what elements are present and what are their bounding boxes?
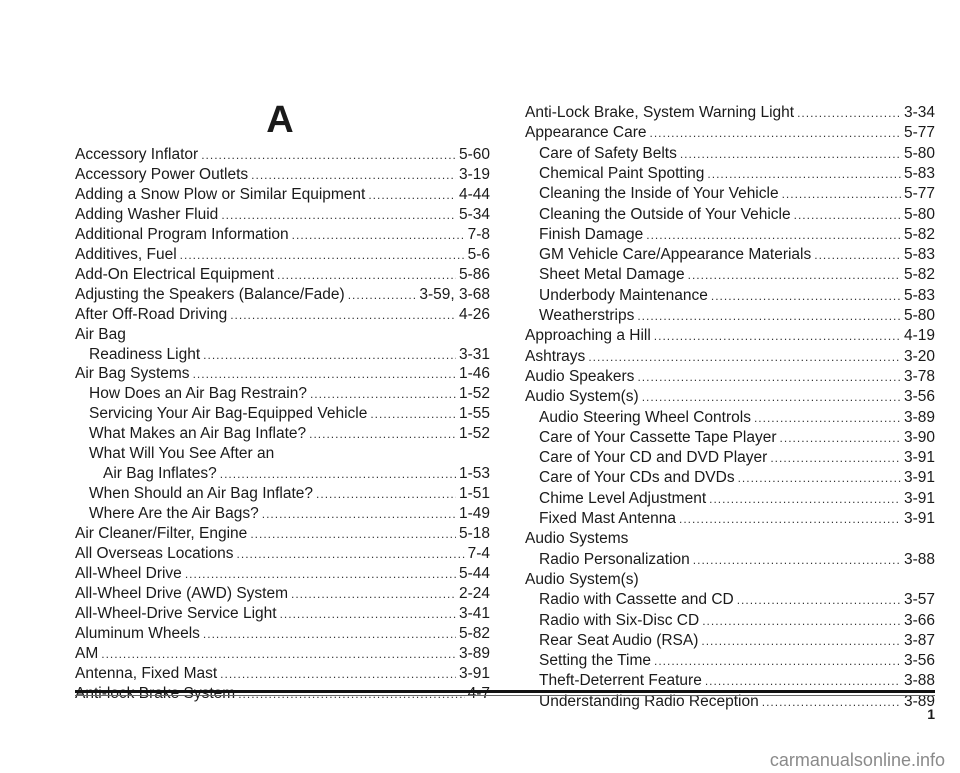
entry-page: 4-26 — [458, 305, 490, 323]
entry-page: 5-82 — [903, 225, 935, 243]
entry-text: Air Bag Inflates? — [103, 465, 217, 483]
entry-text: Audio Systems — [525, 530, 629, 548]
leader-dots — [637, 306, 901, 326]
entry-text: Rear Seat Audio (RSA) — [539, 631, 699, 649]
leader-dots — [220, 464, 456, 484]
entry-text: AM — [75, 644, 99, 662]
leader-dots — [782, 184, 901, 204]
entry-page: 3-56 — [903, 652, 935, 670]
section-letter: A — [266, 99, 294, 141]
entry-text: When Should an Air Bag Inflate? — [89, 485, 314, 503]
leader-dots — [193, 364, 456, 384]
entry-text: Air Cleaner/Filter, Engine — [75, 525, 248, 543]
entry-text: Radio with Cassette and CD — [539, 591, 734, 609]
index-entry — [525, 123, 935, 143]
entry-text: Weatherstrips — [539, 307, 635, 324]
entry-page: 2-24 — [458, 584, 490, 602]
entry-page: 3-87 — [903, 631, 935, 649]
leader-dots — [650, 123, 901, 143]
entry-text: Anti-lock Brake System — [75, 684, 236, 702]
entry-text: Approaching a Hill — [525, 327, 651, 345]
leader-dots — [368, 185, 456, 205]
leader-dots — [291, 584, 456, 604]
leader-dots — [646, 225, 901, 245]
entry-page: 7-4 — [467, 545, 490, 562]
leader-dots — [251, 165, 456, 185]
leader-dots — [185, 564, 456, 584]
entry-text: Additives, Fuel — [75, 245, 177, 263]
entry-page: 5-18 — [458, 525, 490, 543]
entry-text: Understanding Radio Reception — [539, 692, 759, 710]
entry-page: 5-83 — [903, 246, 935, 264]
index-entry — [539, 428, 935, 448]
index-entry — [75, 564, 490, 584]
entry-text: Radio Personalization — [539, 550, 690, 568]
index-entry — [525, 326, 935, 346]
index-entry — [539, 489, 935, 509]
entry-page: 1-52 — [458, 385, 490, 403]
index-entry — [539, 144, 935, 164]
leader-dots — [679, 509, 901, 529]
index-entry — [539, 184, 935, 204]
entry-text: Audio System(s) — [525, 570, 639, 588]
index-entry — [539, 286, 935, 306]
index-entry — [539, 448, 935, 468]
leader-dots — [292, 225, 465, 245]
index-entry — [539, 611, 935, 631]
leader-dots — [702, 611, 901, 631]
entry-page: 5-60 — [458, 146, 490, 163]
entry-text: Setting the Time — [539, 652, 652, 670]
entry-text: Add-On Electrical Equipment — [75, 265, 275, 283]
index-entry — [75, 225, 490, 245]
leader-dots — [688, 265, 901, 285]
leader-dots — [230, 305, 456, 325]
index-entry — [539, 245, 935, 265]
index-entry — [89, 424, 490, 444]
index-entry — [75, 305, 490, 325]
index-entry — [75, 145, 490, 165]
entry-text: Cleaning the Inside of Your Vehicle — [539, 185, 779, 203]
entry-page: 3-88 — [903, 672, 935, 690]
leader-dots — [754, 408, 901, 428]
leader-dots — [711, 286, 901, 306]
index-entry — [89, 504, 490, 524]
entry-text: After Off-Road Driving — [75, 305, 228, 323]
index-entry — [539, 306, 935, 326]
entry-page: 3-19 — [458, 165, 490, 183]
leader-dots — [370, 404, 456, 424]
index-entry — [539, 631, 935, 651]
entry-page: 3-91 — [458, 664, 490, 682]
index-entry — [75, 604, 490, 624]
leader-dots — [814, 245, 901, 265]
entry-text: Air Bag — [75, 325, 126, 343]
watermark: carmanualsonline.info — [769, 750, 945, 770]
entry-page: 3-57 — [903, 591, 935, 609]
index-entry — [539, 205, 935, 225]
entry-text: Chemical Paint Spotting — [539, 164, 705, 182]
entry-text: Audio Steering Wheel Controls — [539, 408, 751, 426]
entry-text: Audio Speakers — [525, 367, 635, 385]
leader-dots — [780, 428, 901, 448]
leader-dots — [201, 145, 456, 165]
leader-dots — [654, 651, 901, 671]
index-entry — [539, 408, 935, 428]
entry-page: 3-89 — [903, 408, 935, 426]
footer-rule-thin — [75, 695, 935, 696]
leader-dots — [693, 550, 901, 570]
leader-dots — [705, 671, 901, 691]
leader-dots — [709, 489, 901, 509]
leader-dots — [770, 448, 901, 468]
leader-dots — [180, 245, 465, 265]
entry-page: 5-82 — [458, 624, 490, 642]
index-entry — [89, 384, 490, 404]
entry-page: 3-78 — [903, 367, 935, 385]
leader-dots — [280, 604, 456, 624]
index-entry — [525, 347, 935, 367]
index-entry — [75, 624, 490, 644]
entry-text: Servicing Your Air Bag-Equipped Vehicle — [89, 405, 368, 423]
entry-text: Chime Level Adjustment — [539, 489, 707, 507]
entry-page: 3-31 — [458, 345, 490, 363]
entry-text: How Does an Air Bag Restrain? — [89, 385, 307, 403]
leader-dots — [738, 468, 901, 488]
entry-text: Theft-Deterrent Feature — [539, 672, 702, 690]
index-entry — [89, 444, 490, 464]
leader-dots — [221, 205, 456, 225]
entry-page: 1-46 — [458, 365, 490, 383]
entry-text: Readiness Light — [89, 345, 201, 363]
entry-text: Care of Safety Belts — [539, 144, 677, 162]
entry-page: 4-19 — [903, 327, 935, 345]
entry-text: Additional Program Information — [75, 225, 289, 243]
index-entry — [75, 205, 490, 225]
entry-page: 4-7 — [467, 684, 490, 702]
leader-dots — [101, 644, 456, 664]
leader-dots — [237, 544, 465, 564]
leader-dots — [203, 345, 456, 365]
entry-page: 5-80 — [903, 144, 935, 162]
index-entry — [539, 225, 935, 245]
entry-page: 5-83 — [903, 164, 935, 182]
entry-page: 5-82 — [903, 266, 935, 284]
index-entry — [75, 285, 490, 305]
entry-page: 3-56 — [903, 388, 935, 406]
index-entry — [525, 387, 935, 407]
leader-dots — [654, 326, 901, 346]
leader-dots — [316, 484, 456, 504]
entry-page: 3-89 — [903, 692, 935, 710]
entry-page: 5-86 — [458, 265, 490, 283]
leader-dots — [309, 424, 456, 444]
leader-dots — [238, 684, 464, 704]
index-entry — [539, 651, 935, 671]
index-entry — [539, 468, 935, 488]
entry-text: Radio with Six-Disc CD — [539, 611, 700, 629]
index-entry — [103, 464, 490, 484]
index-entry — [539, 590, 935, 610]
entry-page: 3-91 — [903, 510, 935, 527]
entry-page: 1-53 — [458, 465, 490, 483]
entry-text: Cleaning the Outside of Your Vehicle — [539, 205, 791, 223]
entry-page: 5-83 — [903, 286, 935, 304]
entry-page: 3-34 — [903, 104, 935, 121]
entry-text: Care of Your CDs and DVDs — [539, 469, 735, 487]
leader-dots — [262, 504, 456, 524]
leader-dots — [707, 164, 901, 184]
index-entry — [75, 265, 490, 285]
index-entry — [539, 509, 935, 529]
entry-text: Ashtrays — [525, 347, 586, 365]
index-entry — [89, 484, 490, 504]
entry-page: 5-80 — [903, 307, 935, 324]
index-entry — [539, 550, 935, 570]
index-entry — [75, 664, 490, 684]
entry-page: 1-52 — [458, 425, 490, 443]
index-entry — [75, 185, 490, 205]
entry-page: 3-91 — [903, 469, 935, 487]
entry-text: Adding Washer Fluid — [75, 205, 219, 223]
entry-page: 3-90 — [903, 428, 935, 446]
entry-text: Fixed Mast Antenna — [539, 510, 676, 527]
entry-text: All Overseas Locations — [75, 545, 234, 562]
entry-text: Appearance Care — [525, 124, 647, 142]
entry-page: 5-80 — [903, 205, 935, 223]
footer-rule — [75, 690, 935, 693]
entry-page: 3-41 — [458, 604, 490, 622]
index-entry — [525, 367, 935, 387]
index-entry — [525, 529, 935, 549]
leader-dots — [220, 664, 456, 684]
leader-dots — [250, 524, 456, 544]
entry-page: 3-89 — [458, 644, 490, 662]
entry-text: Where Are the Air Bags? — [89, 505, 259, 523]
entry-text: Audio System(s) — [525, 388, 639, 406]
entry-text: All-Wheel-Drive Service Light — [75, 604, 277, 622]
index-entry — [75, 364, 490, 384]
entry-page: 3-91 — [903, 489, 935, 507]
index-entry — [75, 245, 490, 265]
entry-page: 5-44 — [458, 564, 490, 582]
entry-text: GM Vehicle Care/Appearance Materials — [539, 246, 812, 264]
entry-page: 5-34 — [458, 205, 490, 223]
index-entry — [75, 325, 490, 345]
leader-dots — [203, 624, 456, 644]
index-entry — [539, 671, 935, 691]
entry-page: 3-88 — [903, 550, 935, 568]
entry-page: 1-49 — [458, 505, 490, 523]
index-entry — [75, 584, 490, 604]
entry-page: 3-20 — [903, 347, 935, 365]
entry-text: What Will You See After an — [89, 445, 275, 463]
index-entry — [539, 265, 935, 285]
entry-page: 4-44 — [458, 185, 490, 203]
index-entry — [75, 544, 490, 564]
entry-text: Finish Damage — [539, 225, 644, 243]
entry-page: 3-66 — [903, 611, 935, 629]
entry-text: Aluminum Wheels — [75, 624, 200, 642]
entry-text: Antenna, Fixed Mast — [75, 664, 218, 682]
leader-dots — [680, 144, 901, 164]
entry-text: Accessory Power Outlets — [75, 165, 249, 183]
entry-text: Care of Your CD and DVD Player — [539, 449, 768, 467]
leader-dots — [642, 387, 901, 407]
entry-page: 5-77 — [903, 124, 935, 142]
index-entry — [89, 404, 490, 424]
entry-text: All-Wheel Drive (AWD) System — [75, 584, 288, 602]
entry-text: Accessory Inflator — [75, 146, 199, 163]
leader-dots — [348, 285, 417, 305]
leader-dots — [277, 265, 456, 285]
index-entry — [525, 103, 935, 123]
leader-dots — [737, 590, 901, 610]
index-entry — [75, 644, 490, 664]
leader-dots — [701, 631, 901, 651]
entry-page: 3-91 — [903, 449, 935, 467]
entry-text: Underbody Maintenance — [539, 286, 708, 304]
entry-text: Adjusting the Speakers (Balance/Fade) — [75, 285, 345, 303]
entry-page: 5-77 — [903, 185, 935, 203]
index-entry — [75, 524, 490, 544]
entry-text: All-Wheel Drive — [75, 564, 182, 582]
index-entry — [539, 164, 935, 184]
entry-text: Sheet Metal Damage — [539, 266, 685, 284]
entry-text: Air Bag Systems — [75, 365, 190, 383]
entry-page: 3-59, 3-68 — [419, 285, 490, 303]
index-entry — [75, 165, 490, 185]
entry-page: 1-55 — [458, 405, 490, 423]
index-entry — [89, 345, 490, 365]
entry-text: Anti-Lock Brake, System Warning Light — [525, 104, 795, 121]
leader-dots — [310, 384, 456, 404]
leader-dots — [588, 347, 901, 367]
leader-dots — [637, 367, 901, 387]
entry-text: Care of Your Cassette Tape Player — [539, 428, 777, 446]
page-number: 1 — [927, 706, 935, 722]
entry-page: 5-6 — [467, 245, 490, 263]
entry-text: What Makes an Air Bag Inflate? — [89, 425, 307, 443]
entry-page: 1-51 — [458, 485, 490, 503]
leader-dots — [797, 103, 901, 123]
index-entry — [75, 684, 490, 704]
entry-page: 7-8 — [467, 225, 490, 243]
index-entry — [525, 570, 935, 590]
entry-text: Adding a Snow Plow or Similar Equipment — [75, 185, 366, 203]
leader-dots — [794, 205, 901, 225]
